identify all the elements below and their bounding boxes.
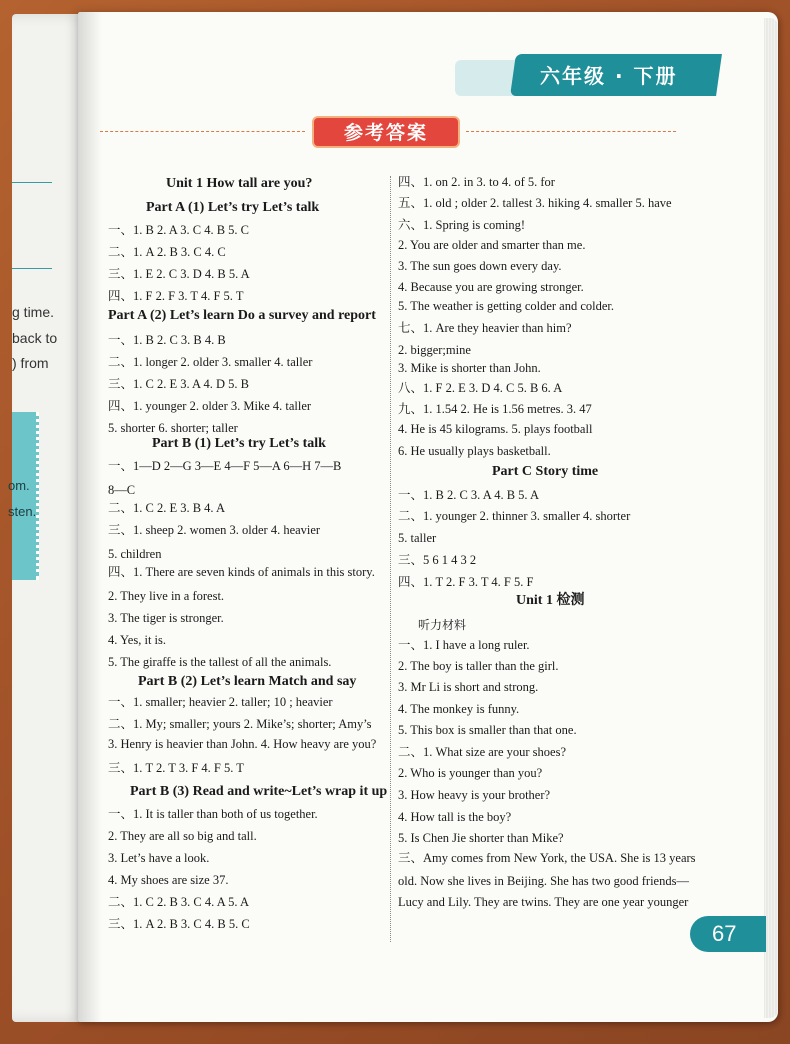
answer-line: 2. They live in a forest. bbox=[108, 589, 225, 603]
answer-line: 一、1. B 2. A 3. C 4. B 5. C bbox=[108, 223, 249, 237]
answer-line: 六、1. Spring is coming! bbox=[398, 218, 526, 232]
answer-line: 八、1. F 2. E 3. D 4. C 5. B 6. A bbox=[398, 381, 563, 395]
answer-line: 一、1. smaller; heavier 2. taller; 10 ; heavier bbox=[108, 695, 333, 709]
answer-line: Lucy and Lily. They are twins. They are one year younger bbox=[398, 895, 689, 909]
answer-line: 4. The monkey is funny. bbox=[398, 702, 520, 716]
answer-line: 3. Mr Li is short and strong. bbox=[398, 680, 539, 694]
page-title: 参考答案 bbox=[312, 116, 460, 148]
answer-line: 2. They are all so big and tall. bbox=[108, 829, 257, 843]
answer-line: 三、1. E 2. C 3. D 4. B 5. A bbox=[108, 267, 250, 281]
answer-line: 2. bigger;mine bbox=[398, 343, 471, 357]
answer-line: 5. children bbox=[108, 547, 162, 561]
divider bbox=[12, 268, 52, 269]
page-edge bbox=[764, 18, 778, 1018]
answer-line: 2. You are older and smarter than me. bbox=[398, 238, 586, 252]
answer-line: 4. Because you are growing stronger. bbox=[398, 280, 584, 294]
answer-line: 三、1. T 2. T 3. F 4. F 5. T bbox=[108, 761, 244, 775]
answer-line: 一、1. B 2. C 3. B 4. B bbox=[108, 333, 226, 347]
answer-line: 6. He usually plays basketball. bbox=[398, 444, 551, 458]
answer-line: 5. The weather is getting colder and colder. bbox=[398, 299, 615, 313]
answer-line: 二、1. C 2. B 3. C 4. A 5. A bbox=[108, 895, 249, 909]
answer-line: 九、1. 1.54 2. He is 1.56 metres. 3. 47 bbox=[398, 402, 592, 416]
answer-line: 四、1. on 2. in 3. to 4. of 5. for bbox=[398, 175, 555, 189]
answer-line: 一、1. It is taller than both of us together. bbox=[108, 807, 318, 821]
section-heading: Part A (1) Let’s try Let’s talk bbox=[146, 200, 320, 215]
answer-line: 8—C bbox=[108, 483, 136, 497]
answer-line: 四、1. T 2. F 3. T 4. F 5. F bbox=[398, 575, 534, 589]
answer-line: 5. The giraffe is the tallest of all the animals. bbox=[108, 655, 332, 669]
answer-line: 五、1. old ; older 2. tallest 3. hiking 4. smaller 5. have bbox=[398, 196, 672, 210]
left-text-fragment: g time. bbox=[12, 304, 55, 320]
answer-line: 一、1—D 2—G 3—E 4—F 5—A 6—H 7—B bbox=[108, 459, 342, 473]
left-callout-box bbox=[8, 412, 39, 580]
answer-line: 2. The boy is taller than the girl. bbox=[398, 659, 559, 673]
spine-shadow bbox=[78, 12, 102, 1022]
answer-line: 三、5 6 1 4 3 2 bbox=[398, 553, 477, 567]
answer-line: 三、1. A 2. B 3. C 4. B 5. C bbox=[108, 917, 250, 931]
answer-line: 3. Henry is heavier than John. 4. How heavy are you? bbox=[108, 737, 377, 751]
answer-line: 一、1. B 2. C 3. A 4. B 5. A bbox=[398, 488, 539, 502]
answer-line: 5. taller bbox=[398, 531, 437, 545]
answer-line: 4. How tall is the boy? bbox=[398, 810, 512, 824]
column-divider bbox=[390, 176, 391, 942]
answer-line: 3. How heavy is your brother? bbox=[398, 788, 551, 802]
section-heading: Unit 1 检测 bbox=[516, 593, 585, 608]
section-heading: Part C Story time bbox=[492, 464, 599, 479]
answer-line: 三、1. sheep 2. women 3. older 4. heavier bbox=[108, 523, 321, 537]
left-text-fragment: ) from bbox=[12, 355, 49, 371]
answer-line: 二、1. What size are your shoes? bbox=[398, 745, 566, 759]
answer-line: old. Now she lives in Beijing. She has two good friends— bbox=[398, 874, 689, 888]
section-heading: Part B (1) Let’s try Let’s talk bbox=[152, 436, 326, 451]
answer-line: 一、1. I have a long ruler. bbox=[398, 638, 530, 652]
answer-line: 2. Who is younger than you? bbox=[398, 766, 543, 780]
answer-line: 四、1. younger 2. older 3. Mike 4. taller bbox=[108, 399, 312, 413]
header-rule-right bbox=[466, 131, 676, 132]
subsection-label: 听力材料 bbox=[418, 618, 467, 632]
section-heading: Part B (3) Read and write~Let’s wrap it up bbox=[130, 784, 388, 799]
answer-line: 二、1. C 2. E 3. B 4. A bbox=[108, 501, 226, 515]
section-heading: Part B (2) Let’s learn Match and say bbox=[138, 674, 357, 689]
answer-line: 四、1. There are seven kinds of animals in this story. bbox=[108, 565, 375, 579]
answer-line: 二、1. My; smaller; yours 2. Mike’s; shorter; Amy’s bbox=[108, 717, 372, 731]
header-rule-left bbox=[100, 131, 305, 132]
answer-line: 三、Amy comes from New York, the USA. She is 13 years bbox=[398, 851, 696, 865]
left-text-fragment: back to bbox=[12, 330, 58, 346]
left-text-fragment: sten. bbox=[8, 504, 37, 519]
answer-line: 二、1. A 2. B 3. C 4. C bbox=[108, 245, 226, 259]
answer-line: 5. shorter 6. shorter; taller bbox=[108, 421, 238, 435]
answer-line: 3. Let’s have a look. bbox=[108, 851, 210, 865]
answer-line: 七、1. Are they heavier than him? bbox=[398, 321, 572, 335]
left-text-fragment: om. bbox=[8, 478, 30, 493]
page-number: 67 bbox=[690, 916, 766, 952]
answer-line: 三、1. C 2. E 3. A 4. D 5. B bbox=[108, 377, 249, 391]
answer-line: 4. Yes, it is. bbox=[108, 633, 167, 647]
answer-line: 3. The tiger is stronger. bbox=[108, 611, 224, 625]
answer-line: 3. Mike is shorter than John. bbox=[398, 361, 541, 375]
answer-line: 3. The sun goes down every day. bbox=[398, 259, 562, 273]
answer-line: 4. My shoes are size 37. bbox=[108, 873, 229, 887]
divider bbox=[12, 182, 52, 183]
grade-label: 六年级 · 下册 bbox=[540, 64, 678, 88]
section-heading: Part A (2) Let’s learn Do a survey and report bbox=[108, 308, 376, 323]
answer-line: 四、1. F 2. F 3. T 4. F 5. T bbox=[108, 289, 244, 303]
answer-line: 二、1. younger 2. thinner 3. smaller 4. shorter bbox=[398, 509, 631, 523]
answer-line: 5. This box is smaller than that one. bbox=[398, 723, 577, 737]
answer-line: 二、1. longer 2. older 3. smaller 4. taller bbox=[108, 355, 313, 369]
section-heading: Unit 1 How tall are you? bbox=[166, 176, 313, 191]
answer-line: 5. Is Chen Jie shorter than Mike? bbox=[398, 831, 564, 845]
answer-line: 4. He is 45 kilograms. 5. plays football bbox=[398, 422, 593, 436]
